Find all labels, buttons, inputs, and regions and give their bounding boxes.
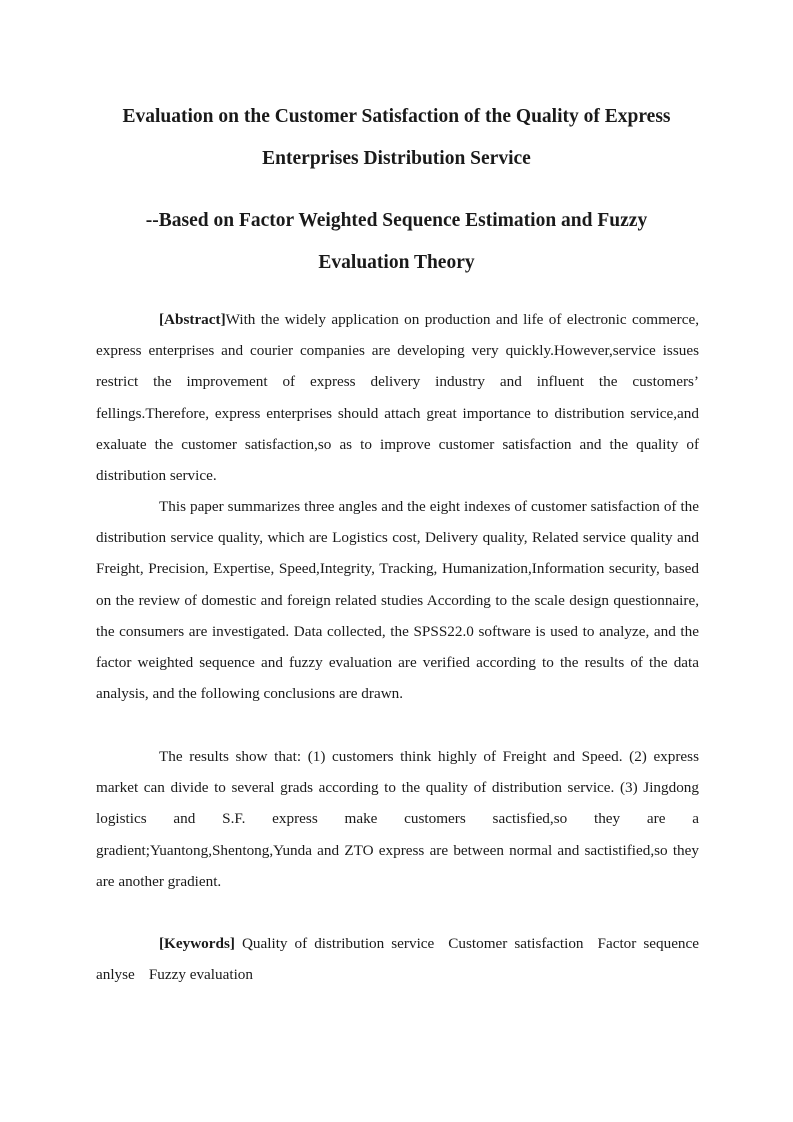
keywords-paragraph: [96, 928, 699, 990]
results-text: The results show that: (1) customers think highly of Freight and Speed. (2) express market can divide to several grads according to the quality of distribution service. (3) Jingdong logistics and S.F. express make customers sactisfied,so they are a gradient;Yuantong,Shentong,Yunda and ZTO express are between normal and sactistified,so they are another gradient.: [96, 748, 699, 890]
results-paragraph: [96, 741, 699, 897]
abstract-label: [Abstract]: [159, 311, 226, 328]
summary-paragraph: [96, 491, 699, 709]
keyword-item: Quality of distribution service: [241, 935, 435, 952]
paper-title-line-2: Enterprises Distribution Service: [262, 148, 531, 169]
abstract-text: With the widely application on production and life of electronic commerce, express enterprises and courier companies are developing very quickly.However,service issues restrict the improvement of express delivery industry and influent the customers’ fellings.Therefore, express enterprises should attach great importance to distribution service,and exaluate the customer satisfaction,so as to improve customer satisfaction and the quality of distribution service.: [96, 311, 699, 485]
abstract-paragraph: [96, 304, 699, 491]
keyword-item: Fuzzy evaluation: [148, 966, 253, 984]
keyword-item: Factor sequence anlyse: [96, 935, 700, 984]
keywords-label: [Keywords]: [159, 935, 235, 952]
paper-subtitle-line-1: --Based on Factor Weighted Sequence Estimation and Fuzzy: [145, 210, 648, 231]
paper-title-line-1: Evaluation on the Customer Satisfaction of the Quality of Express: [122, 106, 671, 127]
summary-text: This paper summarizes three angles and the eight indexes of customer satisfaction of the distribution service quality, which are Logistics cost, Delivery quality, Related service quality and Freight, Precision, Expertise, Speed,Integrity, Tracking, Humanization,Information security, based on the review of domestic and foreign related studies According to the scale design questionnaire, the consumers are investigated. Data collected, the SPSS22.0 software is used to analyze, and the factor weighted sequence and fuzzy evaluation are verified according to the results of the data analysis, and the following conclusions are drawn.: [96, 498, 699, 703]
paper-subtitle: [60, 200, 733, 284]
keyword-item: Customer satisfaction: [448, 935, 584, 952]
paper-subtitle-line-2: Evaluation Theory: [318, 252, 475, 273]
paper-title: [60, 96, 733, 180]
